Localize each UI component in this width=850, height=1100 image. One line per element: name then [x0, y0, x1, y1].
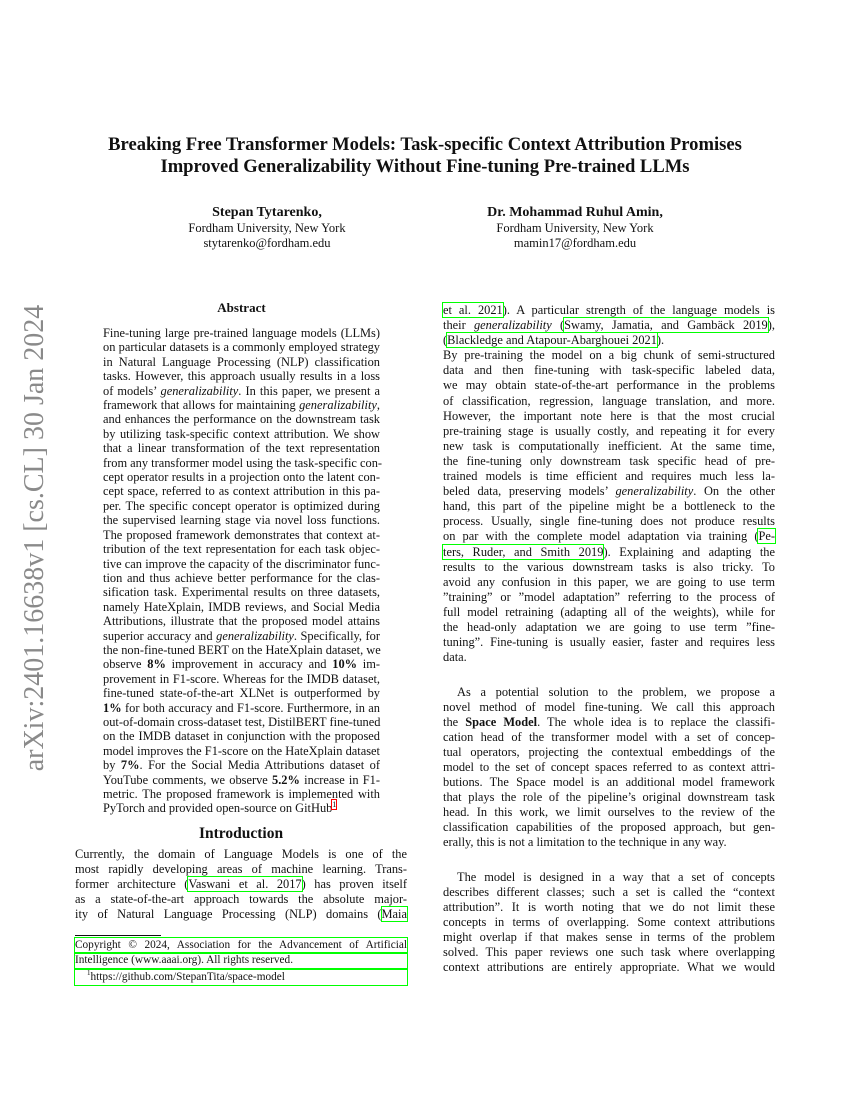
text-run: model to the set of concept spaces referred to as context attri- [443, 760, 775, 774]
text-run: The proposed framework demonstrates that context at- [103, 527, 380, 542]
text-run: cept space, referred to as context attribution in this pa- [103, 484, 380, 499]
footnote-url[interactable]: https://github.com/StepanTita/space-model [90, 971, 285, 983]
text-run: metric. The proposed framework is implemented with [103, 787, 380, 801]
text-run: sification task. Experimental results on three datasets, [103, 585, 380, 600]
text-run: head. In this work, we limit ourselves to the review of the [443, 805, 775, 819]
text-line [443, 514, 775, 529]
text-run: former architecture ( [75, 877, 189, 891]
text-run: their [443, 318, 474, 333]
author-name: Stepan Tytarenko, [212, 205, 322, 220]
text-run: PyTorch and provided open-source on GitHub [103, 801, 333, 816]
text-line [103, 513, 380, 527]
text-run: per. The specific concept operator is optimized during [103, 498, 380, 513]
text-line [443, 790, 775, 805]
text-run: results to the various downstream tasks is also tricky. To [443, 559, 775, 574]
emphasis-text: generalizability [473, 318, 552, 333]
text-line [443, 318, 775, 333]
text-run: in Natural Language Processing (NLP) classification [103, 354, 380, 369]
footnote-1[interactable] [75, 970, 407, 985]
text-run: model improves the F1-score on the HateXplain dataset [103, 743, 380, 758]
author-name: Dr. Mohammad Ruhul Amin, [487, 205, 663, 220]
text-run: ). [656, 333, 665, 348]
text-line [103, 600, 380, 614]
text-run: ( [443, 333, 448, 348]
text-run: the head-only adaptation we are going to use term ”fine- [443, 619, 775, 634]
text-line [103, 455, 383, 470]
text-run: Fine-tuning large pre-trained language models (LLMs) [103, 326, 380, 340]
text-run: pre-training stage is usually costly, and repeating it for every [443, 423, 775, 438]
text-run: that a linear transformation of the text representation [103, 441, 380, 456]
emphasis-text: generalizability [216, 628, 294, 643]
text-line [443, 730, 775, 745]
text-run: erally, this is not a limitation to the technique in any way. [443, 835, 727, 849]
text-line [75, 907, 407, 922]
text-line [103, 470, 380, 484]
text-line [443, 303, 775, 318]
bold-text: 5.2% [272, 772, 300, 787]
text-run: tive can improve the capacity of the discriminator func- [103, 556, 380, 571]
text-line [103, 571, 380, 585]
text-line [443, 424, 775, 439]
citation-link[interactable]: Vaswani et al. 2017 [188, 877, 302, 891]
text-line [443, 885, 775, 900]
text-run: fine-tuned state-of-the-art XLNet is outperformed by [103, 686, 380, 701]
text-run: the [443, 715, 466, 729]
text-run: full model retraining (adapting all of the weights), while for [443, 604, 775, 619]
text-line [103, 657, 380, 671]
right-column-space-model [443, 685, 775, 850]
citation-link[interactable]: Blackledge and Atapour-Abarghouei 2021 [447, 333, 657, 348]
text-run: Attributions, illustrate that the proposed model attains [103, 614, 380, 629]
text-run: provement in F1-score. Whereas for the IMDB dataset, [103, 671, 380, 686]
text-run: the non-fine-tuned BERT on the HateXplain dataset, we [103, 642, 381, 657]
text-run: ity of Natural Language Processing (NLP) domains ( [75, 907, 382, 921]
copyright-line: Intelligence (www.aaai.org). All rights reserved. [75, 953, 407, 968]
text-run: ( [551, 318, 565, 333]
text-run: beled data, preserving models’ [443, 484, 616, 499]
text-run: cation head of the transformer model with a set of concep- [443, 730, 775, 744]
copyright-notice[interactable] [75, 938, 407, 968]
text-run: trained models is time efficient and requires much less la- [443, 469, 775, 484]
title-line: Improved Generalizability Without Fine-tuning Pre-trained LLMs [160, 156, 690, 177]
text-line [103, 729, 380, 743]
bold-text: 8% [147, 657, 166, 672]
text-line [443, 333, 775, 348]
text-line [443, 575, 775, 590]
text-run: might overlap if that makes sense in terms of the problem [443, 930, 775, 944]
text-line [103, 484, 380, 498]
text-run: tasks. However, this approach usually results in a loss [103, 369, 380, 384]
bold-text: 7% [120, 758, 140, 773]
bold-text: 1% [103, 700, 122, 715]
text-run: avoid any confusion in this paper, we are going to use term [443, 574, 775, 589]
text-line [103, 369, 380, 383]
paper-title [0, 134, 850, 178]
text-line [103, 744, 380, 758]
text-run: im- [357, 657, 380, 672]
text-line [443, 454, 775, 469]
text-run: improvement in accuracy and [165, 657, 333, 672]
text-run: attribution”. It is worth noting that we do not limit these [443, 900, 775, 914]
text-run: on par with the complete model adaptation via training ( [443, 529, 759, 544]
text-run: of models’ [103, 383, 161, 398]
text-line [443, 439, 775, 454]
text-line [103, 801, 380, 815]
text-run: The model is designed in a way that a set of concepts [457, 870, 775, 884]
text-line [443, 745, 775, 760]
text-line [443, 945, 775, 960]
text-line [103, 686, 380, 700]
text-line [103, 614, 380, 628]
author-email: mamin17@fordham.edu [513, 236, 637, 250]
text-run: by [103, 758, 121, 773]
text-run: butions. The Space model is an additional model framework [443, 775, 775, 789]
text-run: the fine-tuning only downstream task specific head of pre- [443, 453, 775, 468]
text-run: framework that allows for maintaining [103, 398, 300, 413]
text-line [443, 529, 775, 544]
citation-link[interactable]: Swamy, Jamatia, and Gambäck 2019 [564, 318, 768, 333]
text-line [103, 412, 380, 426]
text-run: context attributions are entirely appropriate. What we would [443, 960, 775, 974]
abstract-heading: Abstract [217, 300, 266, 315]
text-run: increase in F1- [299, 772, 380, 787]
text-run: and enhances the performance on the downstream task [103, 412, 380, 427]
text-run: for both accuracy and F1-score. Furthermore, in an [121, 700, 380, 715]
text-run: cept operator results in a projection onto the latent con- [103, 470, 380, 485]
text-run: As a potential solution to the problem, we propose a [457, 685, 775, 699]
text-line [75, 862, 407, 877]
text-line [443, 499, 775, 514]
text-run: process. Usually, single fine-tuning does not produce results [443, 514, 775, 529]
right-column-model-design [443, 870, 775, 975]
text-line [443, 348, 775, 363]
text-run: . In this paper, we present a [238, 383, 380, 398]
text-run: , [376, 398, 380, 413]
citation-link[interactable]: Pe- [758, 529, 775, 544]
text-line [75, 847, 407, 862]
text-line [103, 528, 380, 542]
text-run: namely HateXplain, IMDB reviews, and Social Media [103, 599, 380, 614]
emphasis-text: generalizability [299, 398, 377, 413]
text-run: ”training” or ”model adaptation” referring to the process of [443, 589, 775, 604]
right-column-intro [443, 303, 775, 665]
text-line [443, 635, 775, 650]
text-line [443, 394, 775, 409]
text-line [443, 650, 775, 665]
text-line [103, 542, 380, 556]
text-run: ), [767, 318, 775, 333]
text-run: that plays the role of the pipeline’s original downstream task [443, 790, 775, 804]
text-line [443, 409, 775, 424]
text-run: most rapidly developing areas of machine learning. Trans- [75, 862, 407, 876]
text-line [443, 915, 775, 930]
text-line [103, 715, 380, 729]
text-run: data and then fine-tuning with task-specific labeled data, [443, 363, 775, 378]
text-line [103, 499, 380, 513]
text-run: hand, this part of the pipeline might be a bottleneck to the [443, 499, 775, 514]
text-line [103, 773, 380, 787]
citation-link[interactable]: Maia [381, 907, 407, 921]
text-line [103, 326, 380, 340]
footnote-link[interactable]: 1 [332, 800, 337, 810]
text-line [103, 398, 380, 412]
text-run: classification capabilities of the proposed approach, but gen- [443, 820, 775, 834]
text-run: ). A particular strength of the language models is [502, 303, 775, 317]
text-line [443, 835, 775, 850]
text-line [443, 378, 775, 393]
text-line [443, 560, 775, 575]
author-email: stytarenko@fordham.edu [203, 236, 331, 250]
text-run: novel method of model fine-tuning. We call this approach [443, 700, 775, 714]
text-line [443, 620, 775, 635]
title-line: Breaking Free Transformer Models: Task-specific Context Attribution Promises [108, 134, 742, 155]
text-line [443, 700, 775, 715]
text-run: superior accuracy and [103, 628, 217, 643]
text-run: tion and thus achieve better performance for the clas- [103, 570, 380, 585]
text-run: . The whole idea is to replace the classifi- [537, 715, 775, 729]
bold-text: 10% [332, 657, 358, 672]
text-line [103, 629, 380, 643]
text-line [103, 427, 380, 441]
text-line [443, 590, 775, 605]
text-run: ) has proven itself [301, 877, 407, 891]
text-line [103, 384, 380, 398]
text-line [103, 340, 380, 354]
text-run: . For the Social Media Attributions dataset of [139, 758, 380, 773]
text-run: solved. This paper reviews one such task where overlapping [443, 945, 775, 959]
text-line [443, 900, 775, 915]
text-run: on particular datasets is a commonly employed strategy [103, 340, 380, 355]
text-line [443, 775, 775, 790]
text-line [443, 363, 775, 378]
text-line [443, 469, 775, 484]
text-run: describes different classes; such a set is called the “context [443, 885, 775, 899]
text-line [103, 672, 380, 686]
footnote-rule [75, 935, 161, 936]
text-line [103, 787, 380, 801]
text-line [75, 892, 407, 907]
emphasis-text: generalizability [615, 484, 694, 499]
text-run: However, the important note here is that the most crucial [443, 408, 775, 423]
introduction-heading: Introduction [198, 825, 284, 842]
text-line [443, 960, 775, 975]
introduction-body [75, 847, 407, 922]
text-run: Currently, the domain of Language Models is one of the [75, 847, 407, 861]
citation-link[interactable]: ters, Ruder, and Smith 2019 [443, 544, 604, 559]
author-2 [425, 205, 725, 251]
text-run: on the IMDB dataset in conjunction with the proposed [103, 729, 380, 744]
text-run: new task is computationally inefficient. At the same time, [443, 438, 775, 453]
citation-link[interactable]: et al. 2021 [443, 303, 503, 317]
text-line [103, 585, 380, 599]
text-run: we may obtain state-of-the-art performance in the problems [443, 378, 775, 393]
text-line [103, 643, 380, 657]
text-line [103, 701, 380, 715]
author-1 [117, 205, 417, 251]
text-run: By pre-training the model on a big chunk of semi-structured [443, 348, 775, 363]
text-run: concepts in terms of overlapping. Some context attributions [443, 915, 775, 929]
text-line [443, 685, 775, 700]
text-run: from any transformer model using the task-specific con- [103, 455, 383, 470]
text-line [103, 355, 380, 369]
text-run: . Specifically, for [293, 628, 380, 643]
text-run: of classification, regression, language translation, and more. [443, 393, 775, 408]
text-line [75, 877, 407, 892]
text-run: as a state-of-the-art approach towards the absolute major- [75, 892, 407, 906]
text-line [103, 441, 380, 455]
abstract-body [103, 326, 383, 816]
text-line [443, 484, 775, 499]
bold-text: Space Model [465, 715, 538, 729]
text-line [443, 805, 775, 820]
text-run: data. [443, 650, 467, 665]
author-affiliation: Fordham University, New York [496, 221, 654, 235]
text-line [443, 930, 775, 945]
text-run: the supervised learning stage via novel loss functions. [103, 513, 380, 528]
text-run: tribution of the text representation for each task objec- [103, 542, 380, 557]
text-line [443, 870, 775, 885]
text-run: ). Explaining and adapting the [603, 544, 776, 559]
text-run: out-of-domain cross-dataset test, DistilBERT fine-tuned [103, 714, 381, 729]
text-run: tuning”. Fine-tuning is usually easier, faster and requires less [443, 635, 775, 650]
footnote-mark: 1 [87, 969, 91, 978]
text-run: tual operators, projecting the contextual embeddings of the [443, 745, 775, 759]
text-run: YouTube comments, we observe [103, 772, 273, 787]
text-line [443, 605, 775, 620]
text-run: by utilizing task-specific context attribution. We show [103, 426, 380, 441]
arxiv-stamp: arXiv:2401.16638v1 [cs.CL] 30 Jan 2024 [19, 304, 50, 772]
copyright-line: Copyright © 2024, Association for the Advancement of Artificial [75, 939, 407, 951]
text-line [443, 760, 775, 775]
text-line [443, 820, 775, 835]
text-line [443, 545, 775, 560]
text-run: . On the other [693, 484, 775, 499]
author-affiliation: Fordham University, New York [188, 221, 346, 235]
emphasis-text: generalizability [160, 383, 239, 398]
text-line [443, 715, 775, 730]
text-run: observe [103, 657, 148, 672]
text-line [103, 557, 380, 571]
text-line [103, 758, 380, 772]
